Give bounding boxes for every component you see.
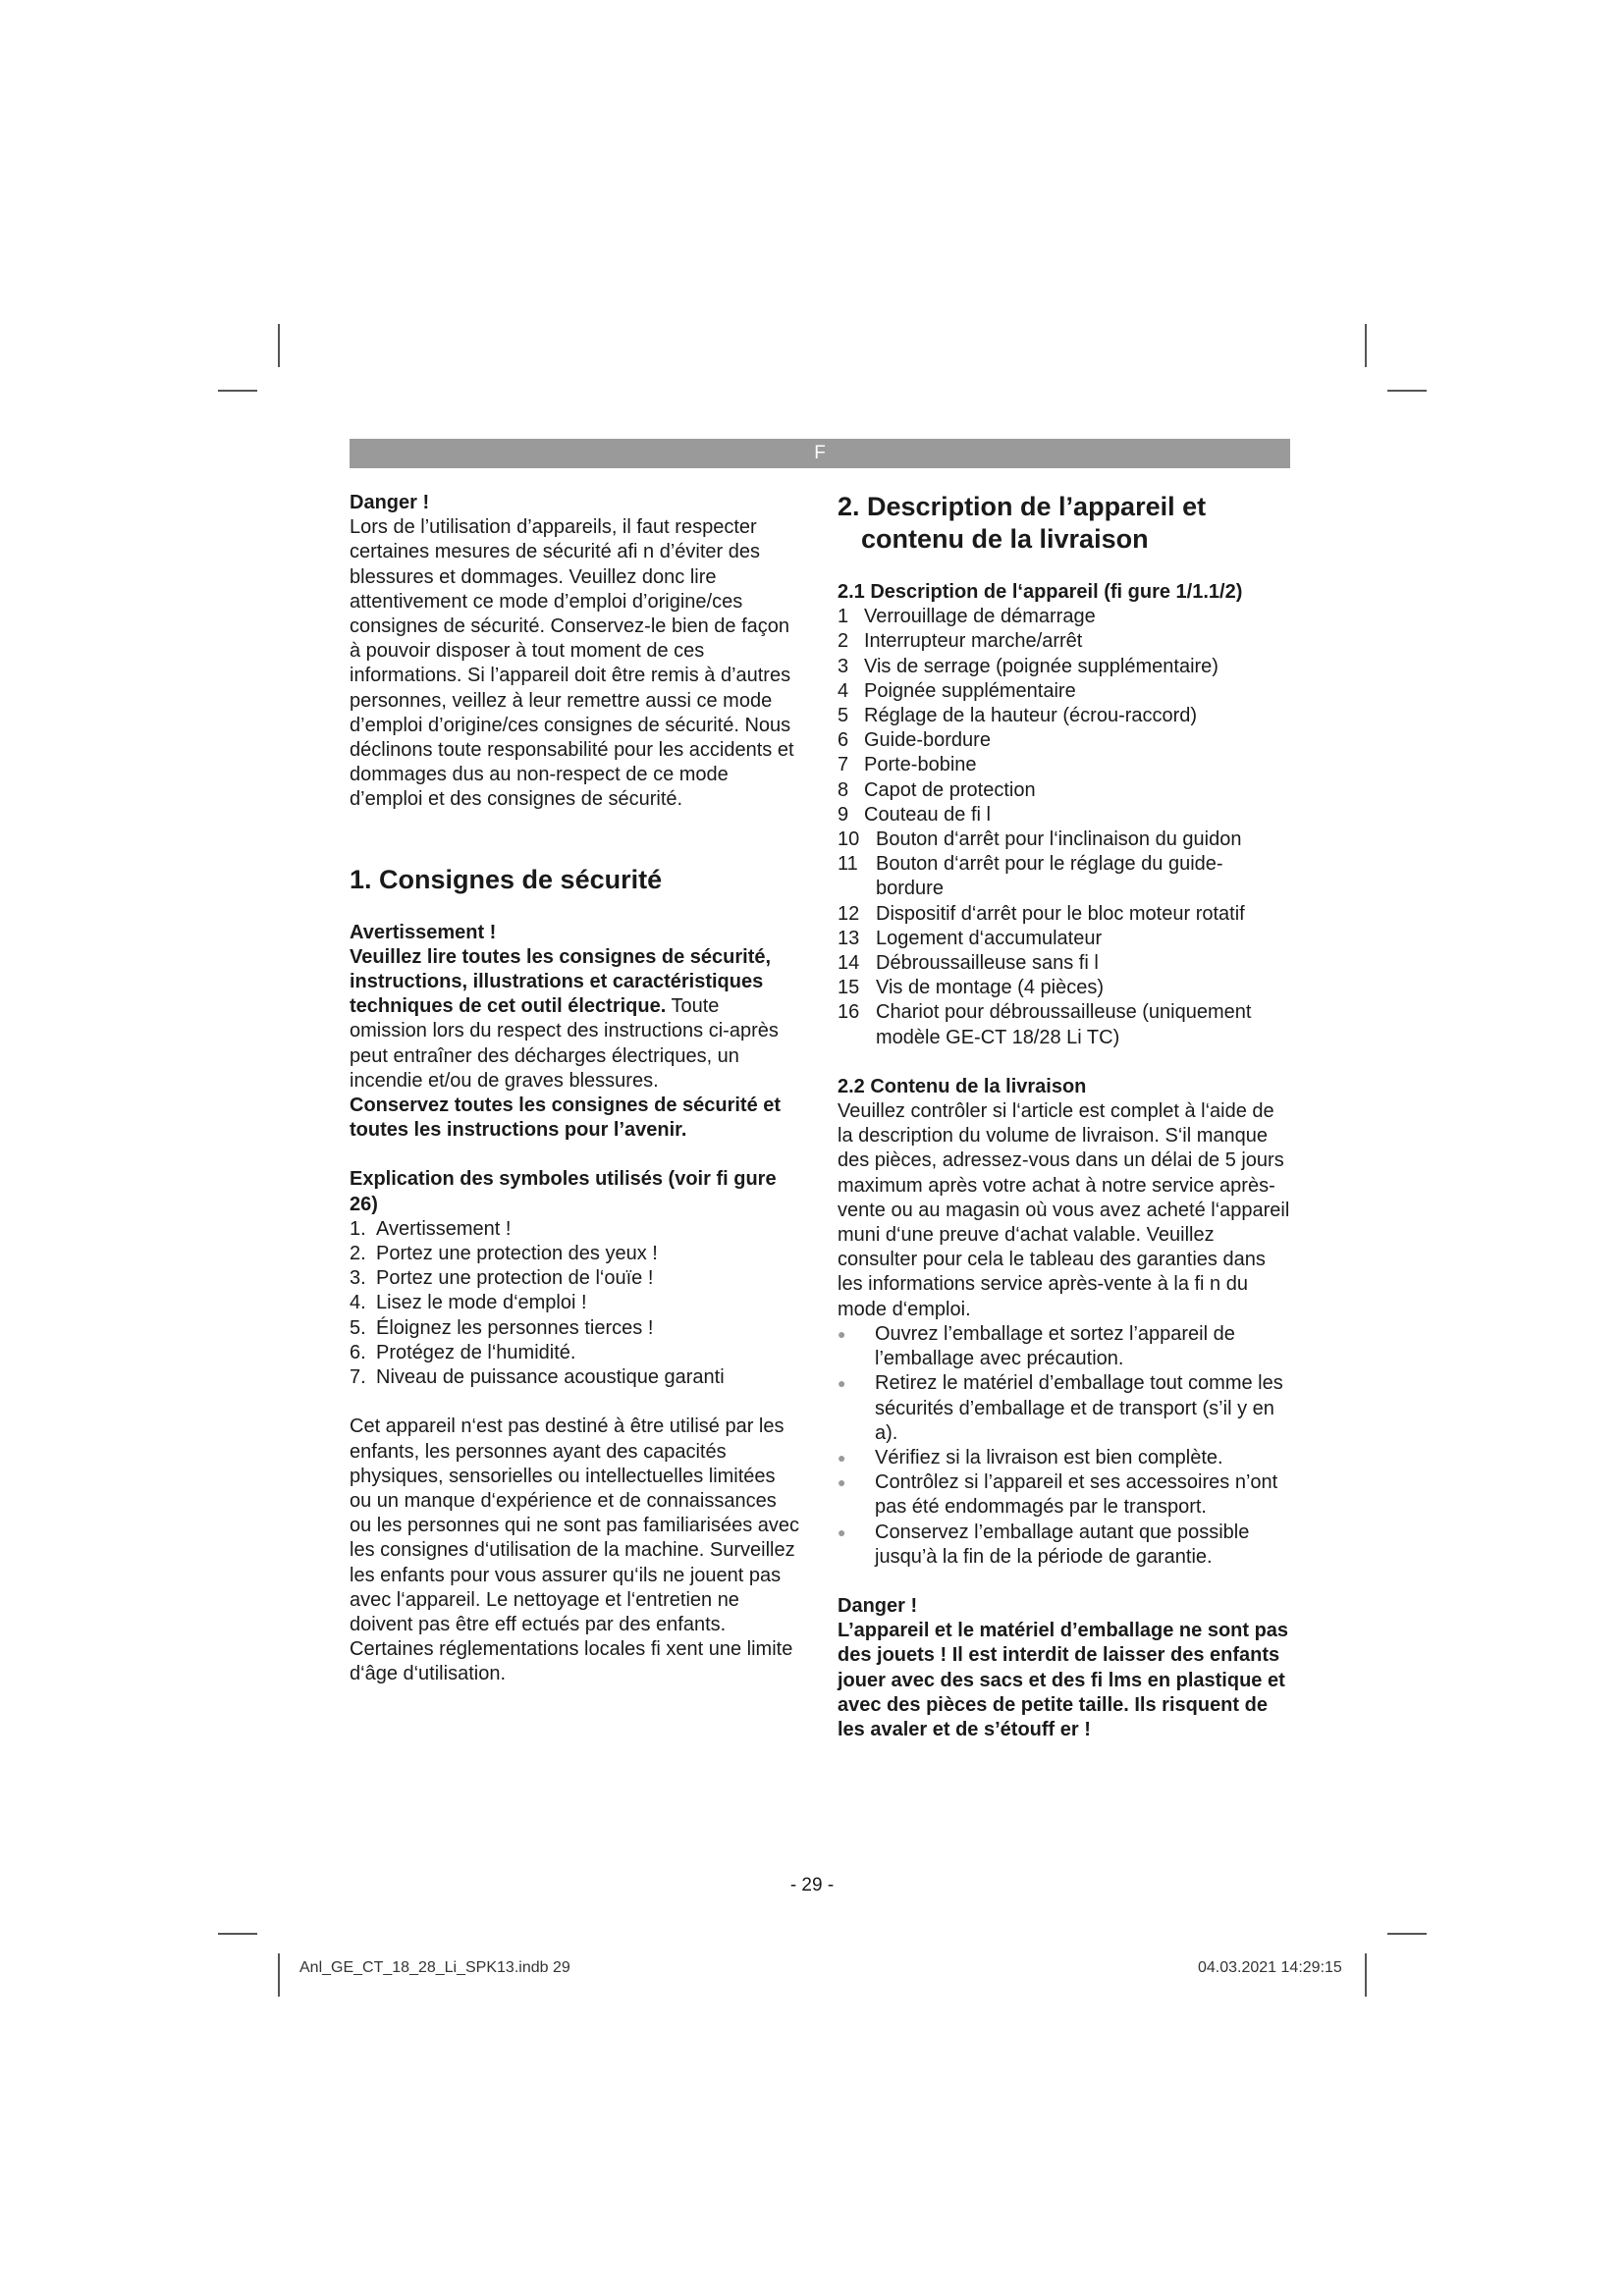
crop-mark [1387, 1933, 1427, 1935]
danger-title: Danger ! [350, 492, 430, 513]
crop-mark [278, 1953, 280, 1997]
list-item: ● Ouvrez l’emballage et sortez l’appareil de l’emballage avec précaution. [838, 1322, 1290, 1371]
keep-instructions: Conservez toutes les consignes de sécurité et toutes les instructions pour l’avenir. [350, 1095, 782, 1142]
list-item: 7 Porte-bobine [838, 754, 977, 776]
crop-mark [1365, 1953, 1367, 1997]
delivery-checklist [838, 1322, 1290, 1570]
list-item: ● Vérifiez si la livraison est bien complète. [838, 1446, 1290, 1470]
crop-mark [278, 324, 280, 367]
list-item: ● Conservez l’emballage autant que possible jusqu’à la fin de la période de garantie. [838, 1521, 1290, 1570]
list-item: 2. Portez une protection des yeux ! [350, 1243, 658, 1265]
list-item: 2 Interrupteur marche/arrêt [838, 630, 1083, 653]
list-item: 6 Guide-bordure [838, 729, 991, 752]
children-notice: Cet appareil n‘est pas destiné à être utilisé par les enfants, les personnes ayant des capacités physiques, sensorielles ou intellectuelles limitées ou un manque d‘expérience et de connaissances ou les personnes qui ne sont pas familiarisées avec les consignes d‘utilisation de la machine. Surveillez les enfants pour vous assurer qu‘ils ne jouent pas avec l‘appareil. Le nettoyage et l‘entretien ne doivent pas être eff ectués par des enfants. Certaines réglementations locales fi xent une limite d‘âge d‘utilisation. [350, 1415, 800, 1685]
warning-title: Avertissement ! [350, 921, 497, 943]
list-item: ● Contrôlez si l’appareil et ses accessoires n’ont pas été endommagés par le transport. [838, 1470, 1290, 1520]
warning-bold: Veuillez lire toutes les consignes de sécurité, instructions, illustrations et caractéristiques techniques de cet outil électrique. [350, 945, 772, 1018]
bullet-icon: ● [838, 1474, 846, 1491]
list-item: 13 Logement d‘accumulateur [838, 927, 1103, 949]
warning-paragraph [350, 945, 801, 1094]
section-1-title: 1. Consignes de sécurité [350, 864, 663, 894]
list-item: 3 Vis de serrage (poignée supplémentaire) [838, 655, 1218, 677]
list-item: 5 Réglage de la hauteur (écrou-raccord) [838, 705, 1198, 727]
list-item: 16 Chariot pour débroussailleuse (uniquement modèle GE-CT 18/28 Li TC) [838, 1001, 1252, 1048]
crop-mark [1387, 390, 1427, 392]
bullet-icon: ● [838, 1523, 846, 1540]
bullet-icon: ● [838, 1375, 846, 1392]
danger-text: Lors de l’utilisation d’appareils, il faut respecter certaines mesures de sécurité afi n d’éviter des blessures et dommages. Veuillez donc lire attentivement ce mode d’emploi d’origine/ces consignes de sécurité. Conservez-le bien de façon à pouvoir disposer à tout moment de ces informations. Si l’appareil doit être remis à d’autres personnes, veillez à leur remettre aussi ce mode d’emploi d’origine/ces consignes de sécurité. Nous déclinons toute responsabilité pour les accidents et dommages dus au non-respect de ce mode d’emploi et des consignes de sécurité. [350, 516, 794, 811]
danger-text-2: L’appareil et le matériel d’emballage ne sont pas des jouets ! Il est interdit de laisser des enfants jouer avec des sacs et des fi lms en plastique et avec des pièces de petite taille. Ils risquent de les avaler et de s’étouff er ! [838, 1620, 1289, 1740]
list-item: 14 Débroussailleuse sans fi l [838, 952, 1099, 975]
subsection-2-1-title: 2.1 Description de l‘appareil (fi gure 1/1.1/2) [838, 581, 1243, 603]
footer-filename: Anl_GE_CT_18_28_Li_SPK13.indb 29 [299, 1959, 570, 1976]
list-item: 8 Capot de protection [838, 778, 1036, 801]
danger-title-2: Danger ! [838, 1594, 918, 1617]
crop-mark [218, 1933, 257, 1935]
list-item: 5. Éloignez les personnes tierces ! [350, 1316, 654, 1339]
parts-list [838, 605, 1290, 1050]
symbols-title: Explication des symboles utilisés (voir fi gure 26) [350, 1168, 777, 1215]
list-item: 12 Dispositif d‘arrêt pour le bloc moteur rotatif [838, 902, 1245, 925]
right-column [838, 491, 1290, 1742]
subsection-2-2-title: 2.2 Contenu de la livraison [838, 1075, 1087, 1097]
crop-mark [218, 390, 257, 392]
list-item: ● Retirez le matériel d’emballage tout comme les sécurités d’emballage et de transport (s’il y en a). [838, 1371, 1290, 1446]
bullet-icon: ● [838, 1325, 846, 1342]
delivery-text: Veuillez contrôler si l‘article est complet à l‘aide de la description du volume de livraison. S‘il manque des pièces, adressez-vous dans un délai de 5 jours maximum après votre achat à notre service après-vente ou au magasin où vous avez acheté l‘appareil muni d‘une preuve d‘achat valable. Veuillez consulter pour cela le tableau des garanties dans les informations service après-vente à la fi n du mode d‘emploi. [838, 1100, 1290, 1320]
bullet-icon: ● [838, 1449, 846, 1466]
list-item: 1. Avertissement ! [350, 1217, 512, 1240]
list-item: 1 Verrouillage de démarrage [838, 606, 1096, 628]
list-item: 4. Lisez le mode d‘emploi ! [350, 1292, 587, 1314]
crop-mark [1365, 324, 1367, 367]
list-item: 7. Niveau de puissance acoustique garanti [350, 1366, 725, 1389]
list-item: 4 Poignée supplémentaire [838, 679, 1076, 702]
list-item: 10 Bouton d‘arrêt pour l‘inclinaison du guidon [838, 828, 1242, 851]
list-item: 3. Portez une protection de l‘ouïe ! [350, 1267, 654, 1290]
list-item: 15 Vis de montage (4 pièces) [838, 977, 1104, 999]
warning-text: Toute omission lors du respect des instructions ci-après peut entraîner des décharges électriques, un incendie et/ou de graves blessures. [350, 995, 779, 1092]
language-bar: F [350, 439, 1290, 468]
left-column [350, 491, 801, 1687]
list-item: 11 Bouton d‘arrêt pour le réglage du guide-bordure [838, 853, 1223, 900]
page-number: - 29 - [789, 1875, 835, 1896]
footer-timestamp: 04.03.2021 14:29:15 [1198, 1959, 1342, 1976]
section-2-title: 2. Description de l’appareil et contenu de la livraison [838, 492, 1207, 554]
list-item: 9 Couteau de fi l [838, 803, 991, 826]
list-item: 6. Protégez de l‘humidité. [350, 1341, 576, 1363]
symbols-list [350, 1217, 801, 1390]
